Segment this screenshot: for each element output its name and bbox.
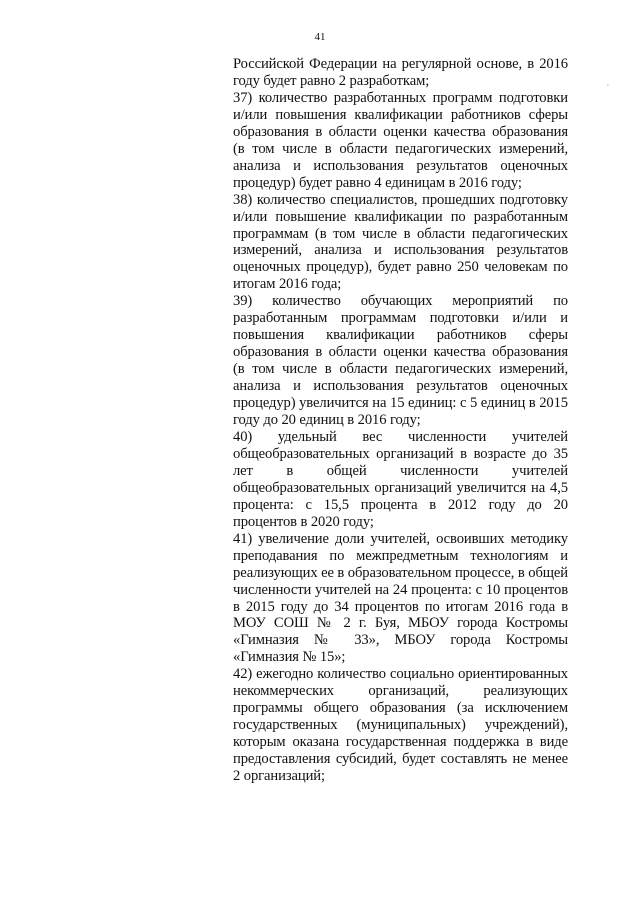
scan-artifact-mark: ‘ bbox=[607, 84, 609, 90]
page-number: 41 bbox=[314, 31, 326, 43]
paragraph-item-38: 38) количество специалистов, прошедших подготовку и/или повышение квалификации по разработанным программам (в том числе в области педагогических измерений, анализа и использования результатов оценочных процедур), будет равно 250 человекам по итогам 2016 года; bbox=[233, 191, 568, 293]
paragraph-continuation: Российской Федерации на регулярной основе, в 2016 году будет равно 2 разработкам; bbox=[233, 56, 568, 89]
paragraph-item-41: 41) увеличение доли учителей, освоивших методику преподавания по межпредметным технологиям и реализующих ее в образовательном процессе, в общей численности учителей на 24 процента: с 10 процентов в 2015 году до 34 процентов по итогам 2016 года в МОУ СОШ № 2 г. Буя, МБОУ города Костромы «Гимназия № 33», МБОУ города Костромы «Гимназия № 15»; bbox=[233, 530, 568, 666]
paragraph-item-39: 39) количество обучающих мероприятий по разработанным программам подготовки и/или и повышения квалификации работников сферы образования в области оценки качества образования (в том числе в области педагогических измерений, анализа и использования результатов оценочных процедур) увеличится на 15 единиц: с 5 единиц в 2015 году до 20 единиц в 2016 году; bbox=[233, 293, 568, 429]
document-body bbox=[233, 56, 568, 785]
paragraph-item-37: 37) количество разработанных программ подготовки и/или повышения квалификации работников сферы образования в области оценки качества образования (в том числе в области педагогических измерений, анализа и использования результатов оценочных процедур) будет равно 4 единицам в 2016 году; bbox=[233, 89, 568, 191]
paragraph-item-40: 40) удельный вес численности учителей общеобразовательных организаций в возрасте до 35 лет в общей численности учителей общеобразовательных организаций увеличится на 4,5 процента: с 15,5 процента в 2012 году до 20 процентов в 2020 году; bbox=[233, 428, 568, 530]
paragraph-item-42: 42) ежегодно количество социально ориентированных некоммерческих организаций, реализующих программы общего образования (за исключением государственных (муниципальных) учреждений), которым оказана государственная поддержка в виде предоставления субсидий, будет составлять не менее 2 организаций; bbox=[233, 666, 568, 785]
